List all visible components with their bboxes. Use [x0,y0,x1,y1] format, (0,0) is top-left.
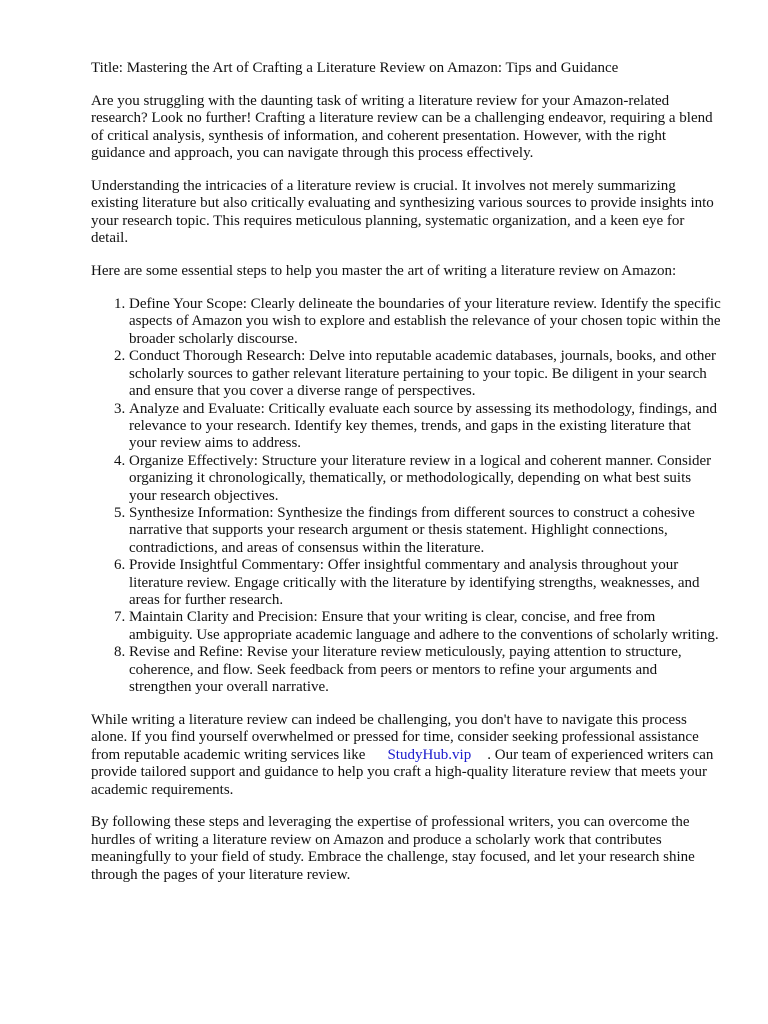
list-item: 3. Analyze and Evaluate: Critically evaluate each source by assessing its methodology, findings, and relevance to your research. Identify key themes, trends, and gaps in the existing literature that your review aims to address. [129,401,721,453]
document-page [91,60,721,900]
final-paragraph: By following these steps and leveraging the expertise of professional writers, you can overcome the hurdles of writing a literature review on Amazon and produce a scholarly work that contributes meaningfully to your field of study. Embrace the challenge, stay focused, and let your research shine through the pages of your literature review. [91,814,695,883]
list-item: 7. Maintain Clarity and Precision: Ensure that your writing is clear, concise, and free from ambiguity. Use appropriate academic language and adhere to the conventions of scholarly writing. [129,609,721,644]
closing-paragraph [91,712,721,799]
list-item: 2. Conduct Thorough Research: Delve into reputable academic databases, journals, books, and other scholarly sources to gather relevant literature pertaining to your topic. Be diligent in your search and ensure that you cover a diverse range of perspectives. [129,348,721,400]
steps-list [91,296,721,696]
list-item: 6. Provide Insightful Commentary: Offer insightful commentary and analysis throughout your literature review. Engage critically with the literature by identifying strengths, weaknesses, and areas for further research. [129,557,721,609]
list-item: 1. Define Your Scope: Clearly delineate the boundaries of your literature review. Identify the specific aspects of Amazon you wish to explore and establish the relevance of your chosen topic within the broader scholarly discourse. [129,296,721,348]
closing-text-start: While writing a literature review can indeed be challenging, you don't have to navigate this process alone. If you find yourself overwhelmed or pressed for time, consider seeking professional assistance from reputable academic writing services like [91,711,699,763]
understanding-paragraph: Understanding the intricacies of a literature review is crucial. It involves not merely summarizing existing literature but also critically evaluating and synthesizing various sources to provide insights into your research topic. This requires meticulous planning, systematic organization, and a keen eye for detail. [91,178,714,247]
list-item: 5. Synthesize Information: Synthesize the findings from different sources to construct a cohesive narrative that supports your research argument or thesis statement. Highlight connections, contradictions, and areas of consensus within the literature. [129,505,721,557]
intro-paragraph: Are you struggling with the daunting task of writing a literature review for your Amazon-related research? Look no further! Crafting a literature review can be a challenging endeavor, requiring a blend of critical analysis, synthesis of information, and coherent presentation. However, with the right guidance and approach, you can navigate through this process effectively. [91,92,713,162]
closing-text-end: . Our team of experienced writers can provide tailored support and guidance to help you craft a high-quality literature review that meets your academic requirements. [91,746,714,798]
list-item: 8. Revise and Refine: Revise your literature review meticulously, paying attention to structure, coherence, and flow. Seek feedback from peers or mentors to refine your arguments and strengthen your overall narrative. [129,644,721,696]
list-item: 4. Organize Effectively: Structure your literature review in a logical and coherent manner. Consider organizing it chronologically, thematically, or methodologically, depending on what best suits your research objectives. [129,453,721,505]
document-title: Title: Mastering the Art of Crafting a Literature Review on Amazon: Tips and Guidance [91,60,619,76]
steps-intro-paragraph: Here are some essential steps to help you master the art of writing a literature review on Amazon: [91,263,677,280]
studyhub-link[interactable]: StudyHub.vip [387,746,472,763]
